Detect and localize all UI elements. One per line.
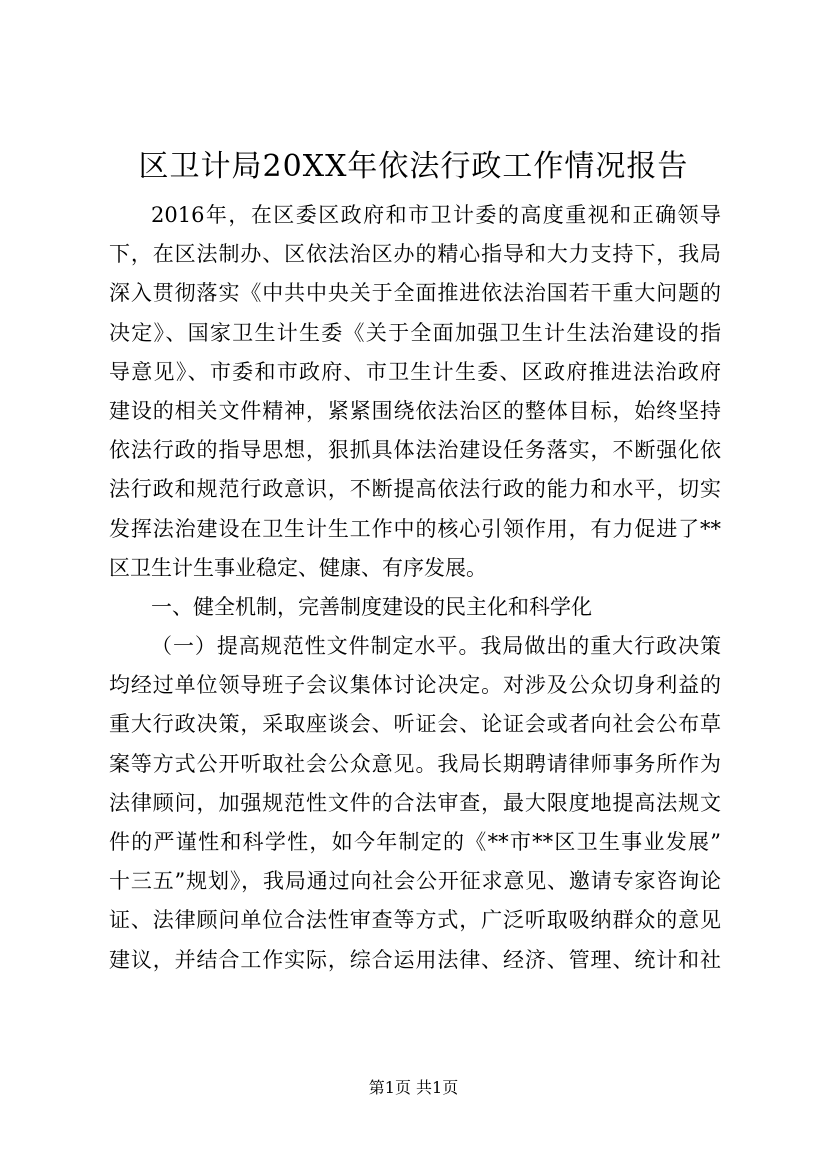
- paragraph-line: 法行政和规范行政意识，不断提高依法行政的能力和水平，切实: [109, 477, 721, 502]
- paragraph-line: 案等方式公开听取社会公众意见。我局长期聘请律师事务所作为: [109, 751, 721, 776]
- section-heading: 一、健全机制，完善制度建设的民主化和科学化: [151, 594, 592, 619]
- paragraph-line: 依法行政的指导思想，狠抓具体法治建设任务落实，不断强化依: [109, 438, 721, 463]
- document-title: 区卫计局20XX年依法行政工作情况报告: [138, 149, 689, 184]
- paragraph-line: 下，在区法制办、区依法治区办的精心指导和大力支持下，我局: [109, 242, 721, 267]
- paragraph-line: 区卫生计生事业稳定、健康、有序发展。: [109, 555, 487, 580]
- paragraph-line: 均经过单位领导班子会议集体讨论决定。对涉及公众切身利益的: [109, 673, 721, 698]
- paragraph-line: 件的严谨性和科学性，如今年制定的《**市**区卫生事业发展”: [109, 830, 721, 854]
- paragraph-line: 十三五”规划》，我局通过向社会公开征求意见、邀请专家咨询论: [109, 869, 721, 894]
- paragraph-line: 建议，并结合工作实际，综合运用法律、经济、管理、统计和社: [109, 947, 721, 972]
- paragraph-line: 2016年，在区委区政府和市卫计委的高度重视和正确领导: [151, 203, 721, 227]
- paragraph-line: 法律顾问，加强规范性文件的合法审查，最大限度地提高法规文: [109, 790, 721, 815]
- document-body: [109, 196, 721, 980]
- paragraph-line: 发挥法治建设在卫生计生工作中的核心引领作用，有力促进了**: [109, 516, 721, 541]
- paragraph-line: 证、法律顾问单位合法性审查等方式，广泛听取吸纳群众的意见: [109, 908, 721, 933]
- paragraph-line: 建设的相关文件精神，紧紧围绕依法治区的整体目标，始终坚持: [109, 398, 721, 423]
- paragraph-line: 导意见》、市委和市政府、市卫生计生委、区政府推进法治政府: [109, 359, 721, 384]
- paragraph-line: 决定》、国家卫生计生委《关于全面加强卫生计生法治建设的指: [109, 320, 721, 345]
- paragraph-line: 重大行政决策，采取座谈会、听证会、论证会或者向社会公布草: [109, 712, 721, 737]
- paragraph-line: （一）提高规范性文件制定水平。我局做出的重大行政决策: [151, 634, 721, 659]
- paragraph-line: 深入贯彻落实《中共中央关于全面推进依法治国若干重大问题的: [109, 281, 721, 306]
- page-number-footer: 第1页 共1页: [368, 1078, 459, 1097]
